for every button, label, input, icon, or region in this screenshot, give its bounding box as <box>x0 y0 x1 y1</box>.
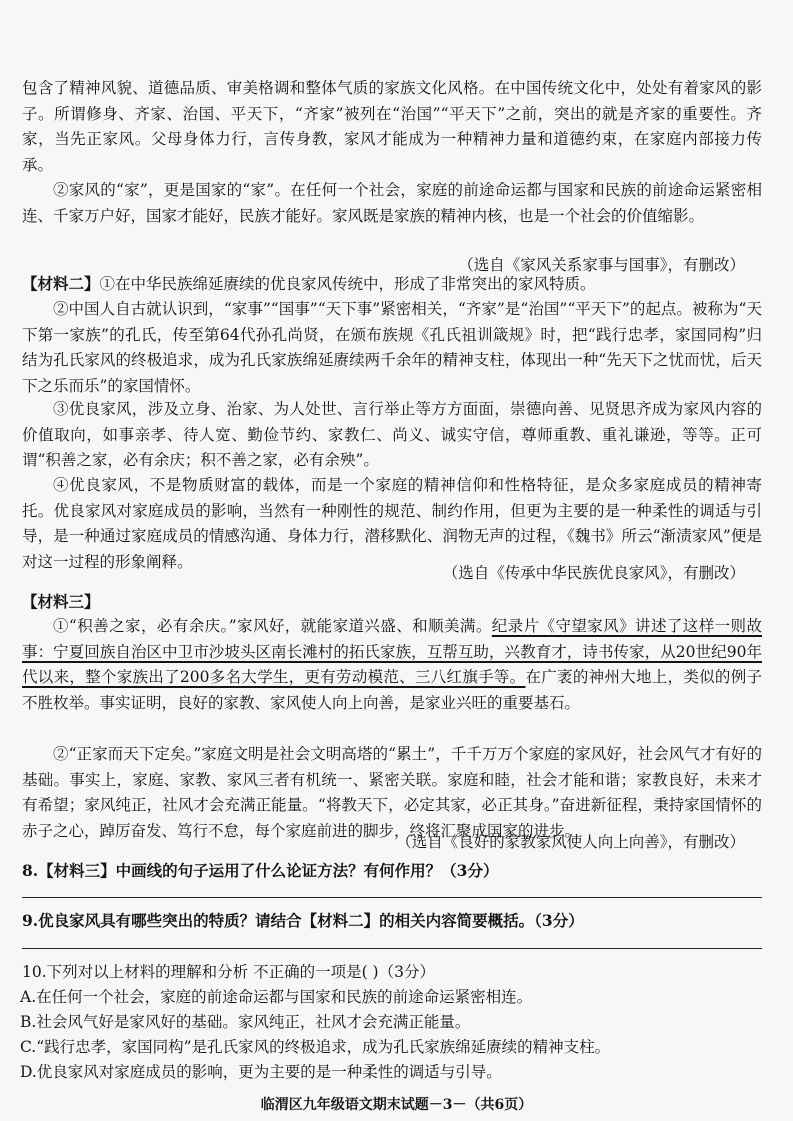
option-b: B.社会风气好是家风好的基础。家风纯正，社风才会充满正能量。 <box>20 1013 471 1031</box>
question-8-answer-line[interactable] <box>22 897 762 898</box>
material-two-paragraph-4: ④优良家风，不是物质财富的载体，而是一个家庭的精神信仰和性格特征，是众多家庭成员的精神寄托。优良家风对家庭成员的影响，当然有一种刚性的规范、制约作用，但更为主要的是一种柔性的调适与引导，是一种通过家庭成员的情感沟通、身体力行，潜移默化、润物无声的过程，《魏书》所云“渐渍家风”便是对这一过程的形象阐释。 <box>22 476 762 571</box>
question-9-answer-line[interactable] <box>22 948 762 949</box>
material-three-para-1-conclusion: 在广袤的神州大地上，类似的例子不胜枚举。事实证明，良好的家教、家风使人向上向善，是家业兴旺的重要基石。 <box>22 668 762 712</box>
option-d: D.优良家风对家庭成员的影响，更为主要的是一种柔性的调适与引导。 <box>20 1063 502 1081</box>
material-two-paragraph-1 <box>22 271 762 298</box>
underlined-sentence: 纪录片《守望家风》讲述了这样一则故事：宁夏回族自治区中卫市沙坡头区南长滩村的拓氏家族，互帮互助，兴教育才，诗书传家，从20世纪90年代以来，整个家族出了200多名大学生，更有劳动模范、三八红旗手等。 <box>22 617 762 687</box>
material-two-para-1-text: ①在中华民族绵延赓续的优良家风传统中，形成了非常突出的家风特质。 <box>99 275 596 293</box>
material-three-para-1-intro: ①“积善之家，必有余庆。”家风好，就能家道兴盛、和顺美满。 <box>53 617 492 635</box>
option-c: C.“践行忠孝，家国同构”是孔氏家风的终极追求，成为孔氏家族绵延赓续的精神支柱。 <box>20 1038 611 1056</box>
material-two-paragraph-2: ②中国人自古就认识到，“家事”“国事”“天下事”紧密相关，“齐家”是“治国”“平天下”的起点。被称为“天下第一家族”的孔氏，传至第64代孙孔尚贤，在颁布族规《孔氏祖训箴规》时，把“践行忠孝，家国同构”归结为孔氏家风的终极追求，成为孔氏家族绵延赓续两千余年的精神支柱，体现出一种“先天下之忧而忧，后天下之乐而乐”的家国情怀。 <box>22 300 762 395</box>
page-footer: 临渭区九年级语文期末试题－3－（共6页） <box>260 1097 533 1113</box>
material-one-paragraph-continued: 包含了精神风貌、道德品质、审美格调和整体气质的家族文化风格。在中国传统文化中，处处有着家风的影子。所谓修身、齐家、治国、平天下，“齐家”被列在“治国”“平天下”之前，突出的就是齐家的重要性。齐家，当先正家风。父母身体力行，言传身教，家风才能成为一种精神力量和道德约束，在家庭内部接力传承。 <box>22 79 762 174</box>
question-8: 8.【材料三】中画线的句子运用了什么论证方法？有何作用？（3分） <box>22 861 499 880</box>
material-two-source: （选自《传承中华民族优良家风》，有删改） <box>442 564 745 582</box>
question-10: 10.下列对以上材料的理解和分析 不正确的一项是( )（3分） <box>22 963 435 981</box>
material-two-paragraph-3: ③优良家风，涉及立身、治家、为人处世、言行举止等方方面面，崇德向善、见贤思齐成为家风内容的价值取向，如事亲孝、待人宽、勤俭节约、家教仁、尚义、诚实守信，尊师重教、重礼谦逊，等等。正可谓“积善之家，必有余庆；积不善之家，必有余殃”。 <box>22 400 762 470</box>
material-one-paragraph-2: ②家风的“家”，更是国家的“家”。在任何一个社会，家庭的前途命运都与国家和民族的前途命运紧密相连、千家万户好，国家才能好，民族才能好。家风既是家族的精神内核，也是一个社会的价值缩影。 <box>22 181 762 225</box>
question-9: 9.优良家风具有哪些突出的特质？请结合【材料二】的相关内容简要概括。（3分） <box>22 911 584 930</box>
material-three-source: （选自《良好的家教家风使人向上向善》，有删改） <box>396 833 745 851</box>
material-three-paragraph-2: ②“正家而天下定矣。”家庭文明是社会文明高塔的“累土”，千千万万个家庭的家风好，社会风气才有好的基础。事实上，家庭、家教、家风三者有机统一、紧密关联。家庭和睦，社会才能和谐；家教良好，未来才有希望；家风纯正，社风才会充满正能量。“将教天下，必定其家，必正其身。”奋进新征程，秉持家国情怀的赤子之心，踔厉奋发、笃行不怠，每个家庭前进的脚步，终将汇聚成国家的进步。 <box>22 745 762 840</box>
material-three-heading: 【材料三】 <box>22 592 100 611</box>
material-two-heading: 【材料二】 <box>22 274 100 293</box>
option-a: A.在任何一个社会，家庭的前途命运都与国家和民族的前途命运紧密相连。 <box>20 988 533 1006</box>
material-three-paragraph-1 <box>22 614 762 716</box>
material-one-source: （选自《家风关系家事与国事》，有删改） <box>458 256 745 274</box>
